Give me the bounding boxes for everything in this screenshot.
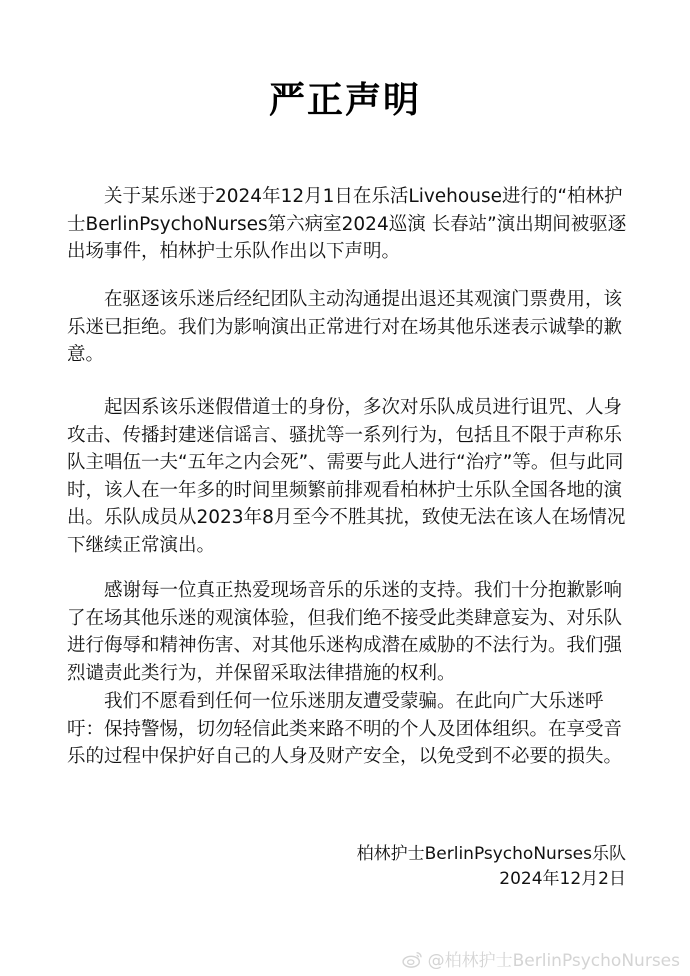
paragraph-text: 起因系该乐迷假借道士的身份，多次对乐队成员进行诅咒、人身攻击、传播封建迷信谣言、骚扰等一系列行为，包括且不限于声称乐队主唱伍一夫“五年之内会死”、需要与此人进行“治疗”等。但与此同时，该人在一年多的时间里频繁前排观看柏林护士乐队全国各地的演出。乐队成员从2023年8月至今不胜其扰，致使无法在该人在场情况下继续正常演出。 xyxy=(67,397,626,556)
weibo-watermark xyxy=(402,946,680,971)
paragraph-text: 感谢每一位真正热爱现场音乐的乐迷的支持。我们十分抱歉影响了在场其他乐迷的观演体验，但我们绝不接受此类肆意妄为、对乐队进行侮辱和精神伤害、对其他乐迷构成潜在威胁的不法行为。我们强烈谴责此类行为，并保留采取法律措施的权利。 xyxy=(67,580,623,684)
statement-paragraph-3 xyxy=(67,394,627,559)
statement-paragraph-1 xyxy=(67,183,627,266)
watermark-text: @柏林护士BerlinPsychoNurses xyxy=(427,951,680,971)
signature-date: 2024年12月2日 xyxy=(499,869,626,889)
paragraph-text: 我们不愿看到任何一位乐迷朋友遭受蒙骗。在此向广大乐迷呼吁：保持警惕，切勿轻信此类来路不明的个人及团体组织。在享受音乐的过程中保护好自己的人身及财产安全，以免受到不必要的损失。 xyxy=(67,691,623,767)
statement-paragraph-5 xyxy=(67,688,627,771)
statement-paragraph-4 xyxy=(67,577,627,687)
signature-organization: 柏林护士BerlinPsychoNurses乐队 xyxy=(356,844,626,864)
weibo-icon xyxy=(402,950,424,968)
statement-paragraph-2 xyxy=(67,286,627,369)
page-title: 严正声明 xyxy=(268,80,421,121)
paragraph-text: 在驱逐该乐迷后经纪团队主动沟通提出退还其观演门票费用，该乐迷已拒绝。我们为影响演出正常进行对在场其他乐迷表示诚挚的歉意。 xyxy=(67,289,623,365)
paragraph-text: 关于某乐迷于2024年12月1日在乐活Livehouse进行的“柏林护士BerlinPsychoNurses第六病室2024巡演 长春站”演出期间被驱逐出场事件，柏林护士乐队作出以下声明。 xyxy=(67,186,627,262)
